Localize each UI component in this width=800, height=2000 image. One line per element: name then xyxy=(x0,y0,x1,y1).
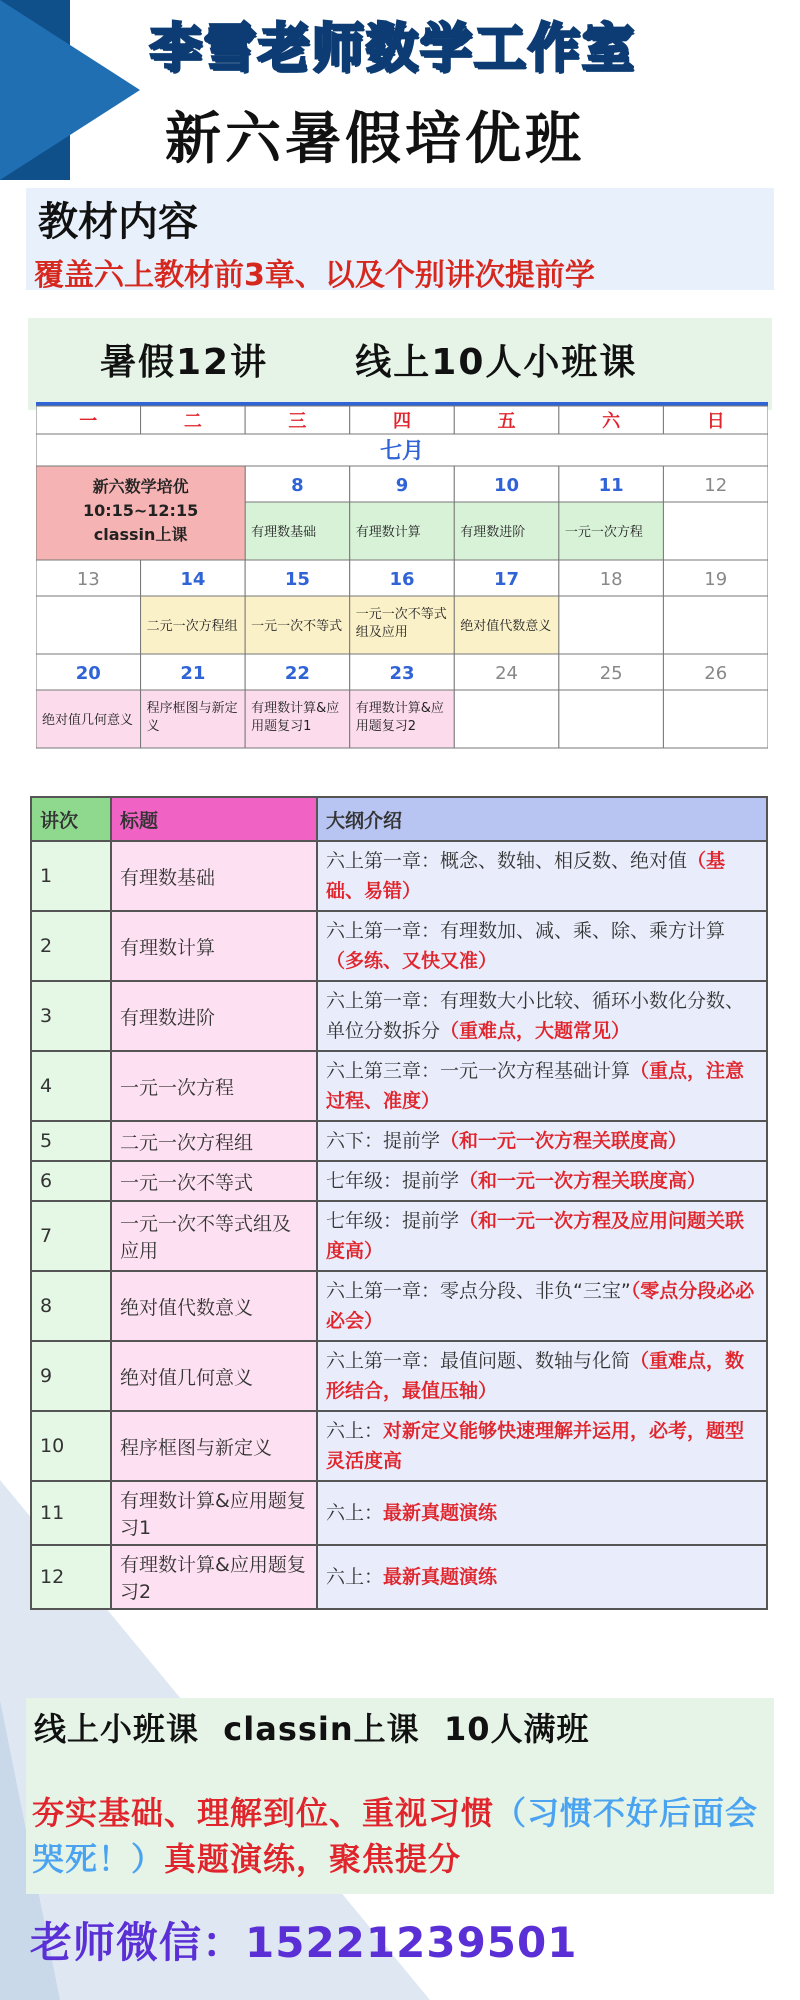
studio-title: 李雪老师数学工作室 xyxy=(150,19,637,79)
class-info-line: 10:15~12:15 xyxy=(82,501,199,520)
event-label: 有理数计算 xyxy=(355,525,421,540)
syllabus-row xyxy=(31,1271,767,1341)
outline-text: 六上第一章：有理数大小比较、循环小数化分数、单位分数拆分 xyxy=(326,990,745,1042)
class-info-line: classin上课 xyxy=(93,525,188,544)
weekday-label: 二 xyxy=(183,411,202,432)
syllabus-row xyxy=(31,981,767,1051)
course-title: 新六暑假培优班 xyxy=(165,107,585,172)
outline-highlight: （多练、又快又准） xyxy=(326,950,498,972)
event-cell xyxy=(663,596,768,654)
date-number: 22 xyxy=(284,663,310,684)
session-outline xyxy=(317,841,767,911)
session-number: 8 xyxy=(31,1271,111,1341)
header-session: 讲次 xyxy=(31,797,111,841)
session-title: 一元一次不等式 xyxy=(111,1161,317,1201)
weekday-label: 三 xyxy=(288,411,307,432)
event-cell xyxy=(663,690,768,748)
event-label: 程序框图与新定义 xyxy=(146,701,238,734)
date-number: 23 xyxy=(389,663,415,684)
july-calendar xyxy=(36,402,768,770)
date-number: 10 xyxy=(494,475,520,496)
session-number: 11 xyxy=(31,1481,111,1545)
date-number: 12 xyxy=(704,475,728,496)
date-number: 26 xyxy=(704,663,728,684)
date-number: 11 xyxy=(598,475,624,496)
session-outline xyxy=(317,911,767,981)
outline-highlight: （重难点，大题常见） xyxy=(440,1020,631,1042)
outline-highlight: （和一元一次方程关联度高） xyxy=(459,1170,707,1192)
session-number: 5 xyxy=(31,1121,111,1161)
syllabus-row xyxy=(31,1411,767,1481)
session-title: 有理数基础 xyxy=(111,841,317,911)
event-cell xyxy=(663,502,768,560)
outline-highlight: （零点分段必必必会） xyxy=(326,1280,755,1332)
session-title: 程序框图与新定义 xyxy=(111,1411,317,1481)
event-label: 绝对值代数意义 xyxy=(460,619,552,634)
outline-highlight: 对新定义能够快速理解并运用，必考，题型灵活度高 xyxy=(326,1420,745,1472)
session-number: 9 xyxy=(31,1341,111,1411)
session-outline xyxy=(317,1341,767,1411)
session-outline xyxy=(317,981,767,1051)
content-heading: 教材内容 xyxy=(38,199,198,245)
session-title: 二元一次方程组 xyxy=(111,1121,317,1161)
outline-text: 六上： xyxy=(326,1502,384,1524)
slogan-part3: 真题演练，聚焦提分 xyxy=(164,1840,462,1878)
session-number: 7 xyxy=(31,1201,111,1271)
syllabus-row xyxy=(31,1051,767,1121)
class-info-line: 新六数学培优 xyxy=(92,477,189,496)
event-label: 有理数进阶 xyxy=(460,525,526,540)
session-title: 有理数计算&应用题复习1 xyxy=(111,1481,317,1545)
date-number: 14 xyxy=(180,569,206,590)
session-title: 绝对值几何意义 xyxy=(111,1341,317,1411)
outline-highlight: （重难点，数形结合，最值压轴） xyxy=(326,1350,745,1402)
session-outline xyxy=(317,1161,767,1201)
syllabus-row xyxy=(31,1161,767,1201)
event-label: 一元一次不等式 xyxy=(251,619,343,634)
date-number: 25 xyxy=(599,663,623,684)
session-outline xyxy=(317,1481,767,1545)
teacher-wechat: 老师微信：15221239501 xyxy=(30,1918,578,1967)
event-label: 一元一次方程 xyxy=(564,525,643,540)
outline-text: 六下：提前学 xyxy=(326,1130,441,1152)
session-title: 绝对值代数意义 xyxy=(111,1271,317,1341)
weekday-label: 六 xyxy=(602,411,621,432)
syllabus-table xyxy=(30,796,766,1610)
syllabus-header-row xyxy=(31,797,767,841)
outline-highlight: 最新真题演练 xyxy=(383,1566,498,1588)
date-number: 19 xyxy=(704,569,728,590)
event-label: 有理数基础 xyxy=(251,525,317,540)
slogan-part2: （习惯不好后面会哭死！） xyxy=(32,1794,759,1878)
session-title: 有理数计算 xyxy=(111,911,317,981)
outline-highlight: （基础、易错） xyxy=(326,850,726,902)
session-number: 2 xyxy=(31,911,111,981)
date-number: 16 xyxy=(389,569,415,590)
date-number: 20 xyxy=(75,663,101,684)
event-label: 有理数计算&应用题复习2 xyxy=(355,701,444,734)
slogan-part1: 夯实基础、理解到位、重视习惯 xyxy=(32,1794,495,1832)
session-number: 6 xyxy=(31,1161,111,1201)
syllabus-row xyxy=(31,1201,767,1271)
event-cell xyxy=(454,690,559,748)
weekday-label: 日 xyxy=(706,411,725,432)
event-label: 一元一次不等式组及应用 xyxy=(355,607,447,640)
session-title: 一元一次不等式组及应用 xyxy=(111,1201,317,1271)
outline-text: 六上第一章：有理数加、减、乘、除、乘方计算 xyxy=(326,920,726,942)
session-number: 12 xyxy=(31,1545,111,1609)
outline-highlight: 最新真题演练 xyxy=(383,1502,498,1524)
schedule-heading: 暑假12讲 线上10人小班课 xyxy=(100,342,638,383)
outline-text: 六上： xyxy=(326,1566,384,1588)
class-format: 线上小班课 classin上课 10人满班 xyxy=(34,1710,590,1748)
event-cell xyxy=(559,690,664,748)
weekday-label: 五 xyxy=(497,411,516,432)
date-number: 13 xyxy=(76,569,100,590)
session-outline xyxy=(317,1271,767,1341)
outline-text: 七年级：提前学 xyxy=(326,1170,460,1192)
weekday-label: 一 xyxy=(79,411,98,432)
date-number: 18 xyxy=(599,569,623,590)
session-number: 10 xyxy=(31,1411,111,1481)
header-title: 标题 xyxy=(111,797,317,841)
calendar-grid xyxy=(36,402,768,770)
slogan xyxy=(32,1790,762,1882)
event-label: 绝对值几何意义 xyxy=(42,713,134,728)
outline-text: 六上第一章：概念、数轴、相反数、绝对值 xyxy=(326,850,688,872)
session-outline xyxy=(317,1411,767,1481)
date-number: 8 xyxy=(291,475,304,496)
event-label: 有理数计算&应用题复习1 xyxy=(251,701,340,734)
session-outline xyxy=(317,1051,767,1121)
syllabus-row xyxy=(31,1341,767,1411)
session-outline xyxy=(317,1121,767,1161)
date-number: 15 xyxy=(284,569,310,590)
outline-text: 六上第三章：一元一次方程基础计算 xyxy=(326,1060,631,1082)
session-number: 3 xyxy=(31,981,111,1051)
syllabus-row xyxy=(31,1481,767,1545)
outline-highlight: （重点，注意过程、准度） xyxy=(326,1060,745,1112)
outline-text: 六上第一章：最值问题、数轴与化简 xyxy=(326,1350,631,1372)
corner-arrow-decoration xyxy=(0,0,140,180)
event-cell xyxy=(36,596,141,654)
outline-text: 六上第一章：零点分段、非负“三宝” xyxy=(326,1280,631,1302)
event-label: 二元一次方程组 xyxy=(146,619,238,634)
session-number: 1 xyxy=(31,841,111,911)
session-number: 4 xyxy=(31,1051,111,1121)
content-description: 覆盖六上教材前3章、以及个别讲次提前学 xyxy=(34,258,595,293)
session-outline xyxy=(317,1545,767,1609)
outline-text: 七年级：提前学 xyxy=(326,1210,460,1232)
weekday-label: 四 xyxy=(393,411,411,432)
outline-text: 六上： xyxy=(326,1420,384,1442)
syllabus-row xyxy=(31,1121,767,1161)
month-label: 七月 xyxy=(379,439,425,464)
session-title: 一元一次方程 xyxy=(111,1051,317,1121)
event-cell xyxy=(559,596,664,654)
date-number: 24 xyxy=(495,663,519,684)
header-outline: 大纲介绍 xyxy=(317,797,767,841)
date-number: 21 xyxy=(180,663,206,684)
calendar-top-bar xyxy=(36,402,768,406)
date-number: 9 xyxy=(395,475,409,496)
session-title: 有理数进阶 xyxy=(111,981,317,1051)
syllabus-row xyxy=(31,1545,767,1609)
outline-highlight: （和一元一次方程关联度高） xyxy=(440,1130,688,1152)
session-outline xyxy=(317,1201,767,1271)
outline-highlight: （和一元一次方程及应用问题关联度高） xyxy=(326,1210,745,1262)
syllabus-row xyxy=(31,841,767,911)
session-title: 有理数计算&应用题复习2 xyxy=(111,1545,317,1609)
syllabus-row xyxy=(31,911,767,981)
date-number: 17 xyxy=(494,569,520,590)
